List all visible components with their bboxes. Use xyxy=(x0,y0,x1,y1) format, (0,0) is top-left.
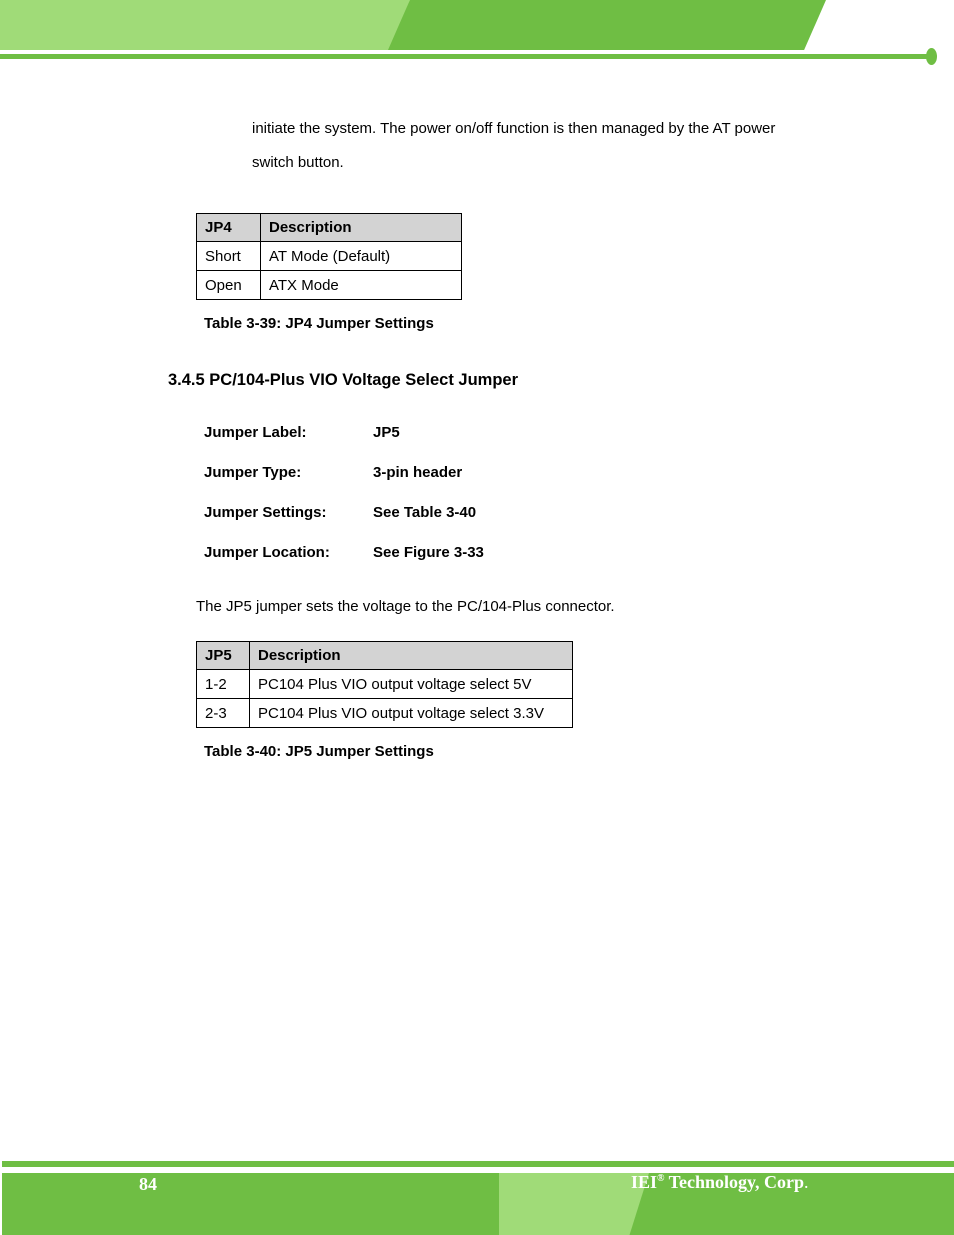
spec-label-jumper-location: Jumper Location: xyxy=(204,544,330,561)
header-band-light xyxy=(0,0,410,50)
table-cell: PC104 Plus VIO output voltage select 5V xyxy=(250,670,573,699)
table-cell: Short xyxy=(197,242,261,271)
table-cell: 1-2 xyxy=(197,670,250,699)
intro-text-line-1: initiate the system. The power on/off function is then managed by the AT power xyxy=(252,120,776,137)
table-row xyxy=(197,271,462,300)
section-heading: 3.4.5 PC/104-Plus VIO Voltage Select Jumper xyxy=(168,371,519,389)
intro-text-line-2: switch button. xyxy=(252,154,344,171)
table-row xyxy=(197,699,573,728)
company-name xyxy=(631,1172,809,1193)
header-rule xyxy=(0,54,930,59)
table-header-row xyxy=(197,642,573,670)
spec-value-jumper-settings: See Table 3-40 xyxy=(373,504,477,521)
table-header-cell: Description xyxy=(250,642,573,670)
table-cell: ATX Mode xyxy=(261,271,462,300)
table-cell: AT Mode (Default) xyxy=(261,242,462,271)
jp4-table-caption: Table 3-39: JP4 Jumper Settings xyxy=(204,315,434,332)
jp4-settings-table xyxy=(196,213,462,300)
table-header-cell: JP5 xyxy=(197,642,250,670)
table-header-cell: Description xyxy=(261,214,462,242)
jp5-table-caption: Table 3-40: JP5 Jumper Settings xyxy=(204,743,434,760)
table-cell: Open xyxy=(197,271,261,300)
registered-mark: ® xyxy=(657,1173,665,1184)
table-cell: 2-3 xyxy=(197,699,250,728)
company-name-dot: . xyxy=(804,1172,809,1192)
table-row xyxy=(197,670,573,699)
jp5-settings-table xyxy=(196,641,573,728)
footer-band-light xyxy=(499,1173,649,1235)
table-cell: PC104 Plus VIO output voltage select 3.3V xyxy=(250,699,573,728)
spec-label-jumper-label: Jumper Label: xyxy=(204,424,307,441)
spec-label-jumper-settings: Jumper Settings: xyxy=(204,504,327,521)
spec-value-jumper-label: JP5 xyxy=(373,424,400,441)
spec-value-jumper-location: See Figure 3-33 xyxy=(373,544,484,561)
table-row xyxy=(197,242,462,271)
footer-rule xyxy=(2,1161,954,1167)
table-header-row xyxy=(197,214,462,242)
jp5-description-text: The JP5 jumper sets the voltage to the PC/104-Plus connector. xyxy=(196,598,615,615)
company-name-iei: IEI xyxy=(631,1172,658,1192)
spec-value-jumper-type: 3-pin header xyxy=(373,464,463,481)
page-number: 84 xyxy=(139,1174,157,1194)
spec-label-jumper-type: Jumper Type: xyxy=(204,464,302,481)
table-header-cell: JP4 xyxy=(197,214,261,242)
header-band-dark xyxy=(388,0,826,50)
company-name-rest: Technology, Corp xyxy=(664,1172,805,1192)
header-rule-end-dot xyxy=(926,48,937,65)
